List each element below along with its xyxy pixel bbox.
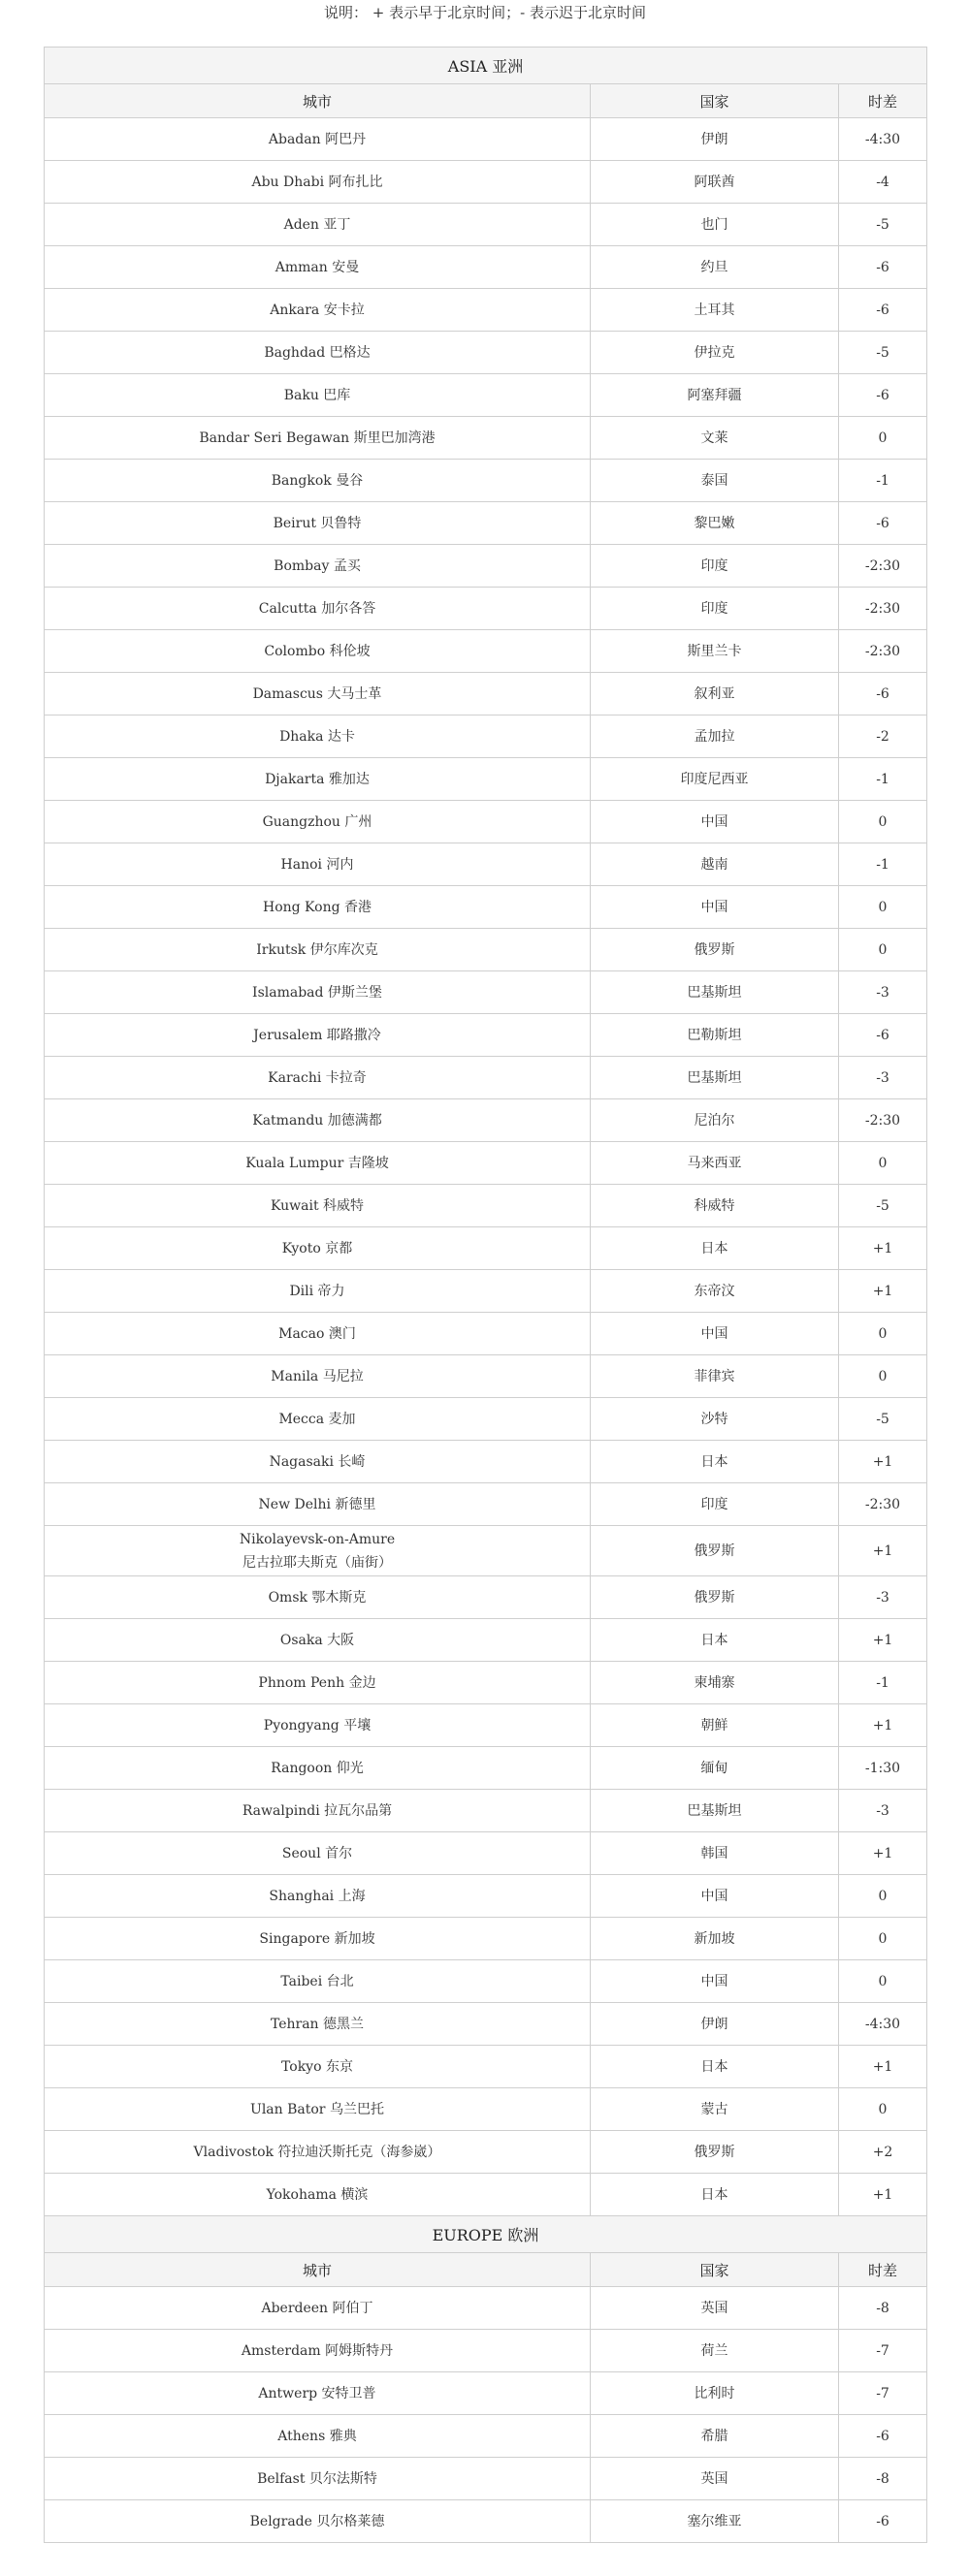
city-cell — [45, 1747, 591, 1790]
country-cell: 日本 — [591, 2174, 839, 2216]
column-header-row — [45, 2253, 927, 2287]
column-header-city: 城市 — [45, 2253, 591, 2287]
table-row — [45, 1142, 927, 1185]
table-row — [45, 2287, 927, 2330]
city-name: Dili 帝力 — [289, 1283, 345, 1299]
country-cell: 日本 — [591, 1441, 839, 1483]
time-difference-cell: 0 — [839, 2088, 927, 2131]
column-header-country: 国家 — [591, 2253, 839, 2287]
table-row — [45, 1227, 927, 1270]
city-cell — [45, 502, 591, 545]
time-difference-cell: -2 — [839, 716, 927, 758]
time-difference-cell: -3 — [839, 971, 927, 1014]
city-name: Katmandu 加德满都 — [252, 1112, 382, 1129]
region-title: EUROPE 欧洲 — [45, 2216, 927, 2253]
table-row — [45, 118, 927, 161]
country-cell: 俄罗斯 — [591, 2131, 839, 2174]
city-cell — [45, 1576, 591, 1619]
city-cell — [45, 289, 591, 332]
country-cell: 黎巴嫩 — [591, 502, 839, 545]
time-difference-cell: +1 — [839, 1526, 927, 1576]
country-cell: 俄罗斯 — [591, 1576, 839, 1619]
city-cell — [45, 630, 591, 673]
table-row — [45, 2415, 927, 2458]
city-name: Rangoon 仰光 — [271, 1760, 364, 1776]
city-cell — [45, 2003, 591, 2046]
table-row — [45, 2088, 927, 2131]
city-name: Tehran 德黑兰 — [270, 2016, 365, 2032]
city-cell — [45, 417, 591, 460]
table-row — [45, 1185, 927, 1227]
table-row — [45, 1704, 927, 1747]
city-name: Seoul 首尔 — [281, 1845, 353, 1861]
country-cell: 马来西亚 — [591, 1142, 839, 1185]
city-cell — [45, 801, 591, 843]
time-difference-cell: 0 — [839, 417, 927, 460]
table-row — [45, 2330, 927, 2372]
time-difference-cell: 0 — [839, 929, 927, 971]
table-row — [45, 204, 927, 246]
time-difference-cell: 0 — [839, 886, 927, 929]
country-cell: 俄罗斯 — [591, 1526, 839, 1576]
city-name: Djakarta 雅加达 — [265, 771, 370, 787]
city-cell — [45, 886, 591, 929]
time-difference-cell: 0 — [839, 1875, 927, 1918]
time-difference-cell: +1 — [839, 2174, 927, 2216]
time-difference-cell: +1 — [839, 1704, 927, 1747]
time-difference-cell: 0 — [839, 801, 927, 843]
time-difference-cell: -5 — [839, 332, 927, 374]
country-cell: 新加坡 — [591, 1918, 839, 1960]
country-cell: 比利时 — [591, 2372, 839, 2415]
city-cell — [45, 1270, 591, 1313]
country-cell: 朝鲜 — [591, 1704, 839, 1747]
city-cell — [45, 2415, 591, 2458]
time-difference-cell: -5 — [839, 204, 927, 246]
city-name: Ulan Bator 乌兰巴托 — [250, 2101, 384, 2117]
table-row — [45, 161, 927, 204]
time-difference-cell: -3 — [839, 1790, 927, 1832]
time-difference-cell: -6 — [839, 1014, 927, 1057]
city-cell — [45, 2088, 591, 2131]
city-name: Beirut 贝鲁特 — [273, 515, 362, 531]
country-cell: 泰国 — [591, 460, 839, 502]
table-row — [45, 1398, 927, 1441]
timezone-table — [44, 47, 927, 2543]
time-difference-cell: -4:30 — [839, 118, 927, 161]
table-row — [45, 1619, 927, 1662]
country-cell: 印度 — [591, 588, 839, 630]
city-cell — [45, 1662, 591, 1704]
city-name: Osaka 大阪 — [279, 1632, 355, 1648]
city-name: Bandar Seri Begawan 斯里巴加湾港 — [199, 429, 436, 446]
country-cell: 中国 — [591, 1960, 839, 2003]
table-row — [45, 716, 927, 758]
city-cell — [45, 204, 591, 246]
city-cell — [45, 1014, 591, 1057]
city-cell — [45, 2174, 591, 2216]
region-header-row — [45, 2216, 927, 2253]
country-cell: 菲律宾 — [591, 1355, 839, 1398]
time-difference-cell: -8 — [839, 2287, 927, 2330]
city-cell — [45, 971, 591, 1014]
table-row — [45, 801, 927, 843]
table-row — [45, 332, 927, 374]
time-difference-cell: -6 — [839, 246, 927, 289]
time-difference-cell: -1:30 — [839, 1747, 927, 1790]
time-difference-cell: -2:30 — [839, 1099, 927, 1142]
time-difference-cell: +1 — [839, 1270, 927, 1313]
city-name: Manila 马尼拉 — [271, 1368, 364, 1384]
table-row — [45, 1057, 927, 1099]
city-name: Baghdad 巴格达 — [264, 344, 371, 361]
country-cell: 英国 — [591, 2458, 839, 2500]
city-name: Omsk 鄂木斯克 — [268, 1589, 367, 1606]
time-difference-cell: 0 — [839, 1960, 927, 2003]
table-row — [45, 2174, 927, 2216]
city-name: Ankara 安卡拉 — [270, 302, 365, 318]
city-name: Nikolayevsk-on-Amure — [239, 1531, 396, 1547]
country-cell: 印度 — [591, 545, 839, 588]
city-cell — [45, 460, 591, 502]
city-name: Hong Kong 香港 — [262, 899, 372, 915]
time-difference-cell: 0 — [839, 1355, 927, 1398]
city-name: Antwerp 安特卫普 — [258, 2385, 376, 2401]
table-row — [45, 1747, 927, 1790]
country-cell: 东帝汶 — [591, 1270, 839, 1313]
table-row — [45, 2046, 927, 2088]
country-cell: 文莱 — [591, 417, 839, 460]
table-row — [45, 843, 927, 886]
timezone-table-body — [45, 48, 927, 2543]
time-difference-cell: -2:30 — [839, 630, 927, 673]
country-cell: 中国 — [591, 886, 839, 929]
time-difference-cell: +2 — [839, 2131, 927, 2174]
time-difference-cell: +1 — [839, 1619, 927, 1662]
city-cell — [45, 161, 591, 204]
city-name: Kyoto 京都 — [281, 1240, 353, 1256]
city-name: New Delhi 新德里 — [258, 1496, 376, 1512]
time-difference-cell: 0 — [839, 1918, 927, 1960]
city-name: Irkutsk 伊尔库次克 — [256, 941, 378, 958]
table-row — [45, 1662, 927, 1704]
city-name: Dhaka 达卡 — [279, 728, 355, 745]
country-cell: 沙特 — [591, 1398, 839, 1441]
city-cell — [45, 1142, 591, 1185]
country-cell: 柬埔寨 — [591, 1662, 839, 1704]
table-row — [45, 460, 927, 502]
legend-note: 说明： + 表示早于北京时间；- 表示迟于北京时间 — [324, 4, 646, 21]
city-cell — [45, 545, 591, 588]
city-name: Guangzhou 广州 — [262, 813, 372, 830]
city-cell — [45, 332, 591, 374]
time-difference-cell: -1 — [839, 1662, 927, 1704]
time-difference-cell: -6 — [839, 374, 927, 417]
time-difference-cell: -2:30 — [839, 545, 927, 588]
city-cell — [45, 1057, 591, 1099]
city-cell — [45, 1619, 591, 1662]
table-row — [45, 1918, 927, 1960]
table-row — [45, 673, 927, 716]
time-difference-cell: -1 — [839, 758, 927, 801]
city-name: Phnom Penh 金边 — [258, 1674, 376, 1691]
city-name: Calcutta 加尔各答 — [258, 600, 376, 617]
city-name: Taibei 台北 — [280, 1973, 354, 1989]
city-name: Kuala Lumpur 吉隆坡 — [245, 1155, 389, 1171]
time-difference-cell: 0 — [839, 1142, 927, 1185]
time-difference-cell: -1 — [839, 843, 927, 886]
country-cell: 阿塞拜疆 — [591, 374, 839, 417]
table-row — [45, 1014, 927, 1057]
country-cell: 韩国 — [591, 1832, 839, 1875]
table-row — [45, 1526, 927, 1576]
country-cell: 巴基斯坦 — [591, 971, 839, 1014]
time-difference-cell: +1 — [839, 2046, 927, 2088]
time-difference-cell: -2:30 — [839, 588, 927, 630]
time-difference-cell: 0 — [839, 1313, 927, 1355]
city-name: Rawalpindi 拉瓦尔品第 — [242, 1802, 393, 1819]
city-name: Islamabad 伊斯兰堡 — [252, 984, 382, 1001]
country-cell: 塞尔维亚 — [591, 2500, 839, 2543]
city-cell — [45, 1099, 591, 1142]
column-header-country: 国家 — [591, 84, 839, 118]
time-difference-cell: -7 — [839, 2330, 927, 2372]
city-cell — [45, 1355, 591, 1398]
time-difference-cell: -4 — [839, 161, 927, 204]
table-row — [45, 2500, 927, 2543]
table-row — [45, 1960, 927, 2003]
time-difference-cell: +1 — [839, 1832, 927, 1875]
table-row — [45, 588, 927, 630]
city-name: Bombay 孟买 — [274, 557, 361, 574]
city-cell — [45, 246, 591, 289]
table-row — [45, 1270, 927, 1313]
table-row — [45, 374, 927, 417]
country-cell: 中国 — [591, 1875, 839, 1918]
region-header-row — [45, 48, 927, 84]
time-difference-cell: -6 — [839, 2500, 927, 2543]
city-name: Singapore 新加坡 — [259, 1930, 375, 1947]
city-cell — [45, 118, 591, 161]
country-cell: 巴基斯坦 — [591, 1057, 839, 1099]
city-name: Mecca 麦加 — [278, 1411, 356, 1427]
city-cell — [45, 1185, 591, 1227]
country-cell: 蒙古 — [591, 2088, 839, 2131]
city-cell — [45, 2372, 591, 2415]
time-difference-cell: -6 — [839, 673, 927, 716]
country-cell: 巴勒斯坦 — [591, 1014, 839, 1057]
city-cell — [45, 374, 591, 417]
table-row — [45, 1355, 927, 1398]
city-name: Nagasaki 长崎 — [269, 1453, 366, 1470]
country-cell: 缅甸 — [591, 1747, 839, 1790]
country-cell: 叙利亚 — [591, 673, 839, 716]
table-row — [45, 502, 927, 545]
time-difference-cell: -2:30 — [839, 1483, 927, 1526]
table-row — [45, 1441, 927, 1483]
table-row — [45, 2458, 927, 2500]
city-cell — [45, 1483, 591, 1526]
country-cell: 土耳其 — [591, 289, 839, 332]
time-difference-cell: -8 — [839, 2458, 927, 2500]
country-cell: 也门 — [591, 204, 839, 246]
city-cell — [45, 1398, 591, 1441]
city-cell — [45, 588, 591, 630]
city-name: Aden 亚丁 — [283, 216, 351, 233]
city-cell — [45, 758, 591, 801]
city-name: Abadan 阿巴丹 — [268, 131, 367, 147]
table-row — [45, 886, 927, 929]
country-cell: 尼泊尔 — [591, 1099, 839, 1142]
table-row — [45, 1832, 927, 1875]
city-name: Hanoi 河内 — [280, 856, 354, 873]
city-cell — [45, 2500, 591, 2543]
time-difference-cell: -3 — [839, 1576, 927, 1619]
country-cell: 伊拉克 — [591, 332, 839, 374]
country-cell: 越南 — [591, 843, 839, 886]
city-name: Amman 安曼 — [275, 259, 360, 275]
city-name-line2: 尼古拉耶夫斯克（庙街） — [242, 1554, 392, 1571]
country-cell: 阿联酋 — [591, 161, 839, 204]
country-cell: 科威特 — [591, 1185, 839, 1227]
country-cell: 日本 — [591, 2046, 839, 2088]
city-name: Jerusalem 耶路撒冷 — [253, 1027, 381, 1043]
city-cell — [45, 1526, 591, 1576]
time-difference-cell: -6 — [839, 289, 927, 332]
city-cell — [45, 1313, 591, 1355]
city-cell — [45, 843, 591, 886]
country-cell: 斯里兰卡 — [591, 630, 839, 673]
country-cell: 日本 — [591, 1227, 839, 1270]
country-cell: 约旦 — [591, 246, 839, 289]
city-cell — [45, 929, 591, 971]
city-name: Pyongyang 平壤 — [263, 1717, 372, 1733]
column-header-row — [45, 84, 927, 118]
city-cell — [45, 1790, 591, 1832]
table-row — [45, 1313, 927, 1355]
city-cell — [45, 2131, 591, 2174]
table-row — [45, 1099, 927, 1142]
city-name: Athens 雅典 — [277, 2428, 357, 2444]
city-name: Colombo 科伦坡 — [264, 643, 371, 659]
country-cell: 伊朗 — [591, 2003, 839, 2046]
country-cell: 中国 — [591, 801, 839, 843]
city-name: Tokyo 东京 — [281, 2058, 353, 2075]
time-difference-cell: +1 — [839, 1441, 927, 1483]
region-title: ASIA 亚洲 — [45, 48, 927, 84]
city-cell — [45, 1704, 591, 1747]
table-row — [45, 545, 927, 588]
time-difference-cell: -5 — [839, 1185, 927, 1227]
table-row — [45, 289, 927, 332]
table-row — [45, 1790, 927, 1832]
city-cell — [45, 2330, 591, 2372]
city-name: Damascus 大马士革 — [252, 685, 382, 702]
time-difference-cell: -3 — [839, 1057, 927, 1099]
time-difference-cell: +1 — [839, 1227, 927, 1270]
city-cell — [45, 2287, 591, 2330]
country-cell: 伊朗 — [591, 118, 839, 161]
table-row — [45, 971, 927, 1014]
country-cell: 希腊 — [591, 2415, 839, 2458]
table-row — [45, 1483, 927, 1526]
city-name: Macao 澳门 — [278, 1325, 356, 1342]
table-row — [45, 1875, 927, 1918]
time-difference-cell: -6 — [839, 2415, 927, 2458]
city-name: Yokohama 横滨 — [266, 2186, 369, 2203]
country-cell: 印度 — [591, 1483, 839, 1526]
city-name: Bangkok 曼谷 — [271, 472, 364, 489]
city-name: Kuwait 科威特 — [270, 1197, 365, 1214]
country-cell: 印度尼西亚 — [591, 758, 839, 801]
country-cell: 荷兰 — [591, 2330, 839, 2372]
table-row — [45, 1576, 927, 1619]
city-name: Baku 巴库 — [283, 387, 351, 403]
table-row — [45, 2003, 927, 2046]
time-difference-cell: -6 — [839, 502, 927, 545]
column-header-city: 城市 — [45, 84, 591, 118]
city-cell — [45, 1441, 591, 1483]
city-cell — [45, 1960, 591, 2003]
city-name: Abu Dhabi 阿布扎比 — [251, 174, 383, 190]
city-cell — [45, 2458, 591, 2500]
country-cell: 俄罗斯 — [591, 929, 839, 971]
time-difference-cell: -7 — [839, 2372, 927, 2415]
city-cell — [45, 1832, 591, 1875]
country-cell: 巴基斯坦 — [591, 1790, 839, 1832]
city-name: Amsterdam 阿姆斯特丹 — [241, 2342, 394, 2359]
time-difference-cell: -1 — [839, 460, 927, 502]
city-name: Vladivostok 符拉迪沃斯托克（海参崴） — [193, 2144, 441, 2160]
city-cell — [45, 1227, 591, 1270]
time-difference-cell: -5 — [839, 1398, 927, 1441]
country-cell: 日本 — [591, 1619, 839, 1662]
city-name: Shanghai 上海 — [269, 1888, 366, 1904]
city-name: Aberdeen 阿伯丁 — [261, 2300, 373, 2316]
table-row — [45, 929, 927, 971]
city-cell — [45, 1918, 591, 1960]
city-cell — [45, 1875, 591, 1918]
column-header-diff: 时差 — [839, 84, 927, 118]
table-row — [45, 2131, 927, 2174]
city-cell — [45, 673, 591, 716]
country-cell: 孟加拉 — [591, 716, 839, 758]
time-difference-cell: -4:30 — [839, 2003, 927, 2046]
table-row — [45, 417, 927, 460]
column-header-diff: 时差 — [839, 2253, 927, 2287]
city-cell — [45, 716, 591, 758]
city-name: Karachi 卡拉奇 — [268, 1069, 367, 1086]
city-name: Belfast 贝尔法斯特 — [257, 2470, 377, 2487]
table-row — [45, 246, 927, 289]
city-cell — [45, 2046, 591, 2088]
table-row — [45, 758, 927, 801]
table-row — [45, 630, 927, 673]
table-row — [45, 2372, 927, 2415]
country-cell: 中国 — [591, 1313, 839, 1355]
country-cell: 英国 — [591, 2287, 839, 2330]
city-name: Belgrade 贝尔格莱德 — [249, 2513, 385, 2529]
